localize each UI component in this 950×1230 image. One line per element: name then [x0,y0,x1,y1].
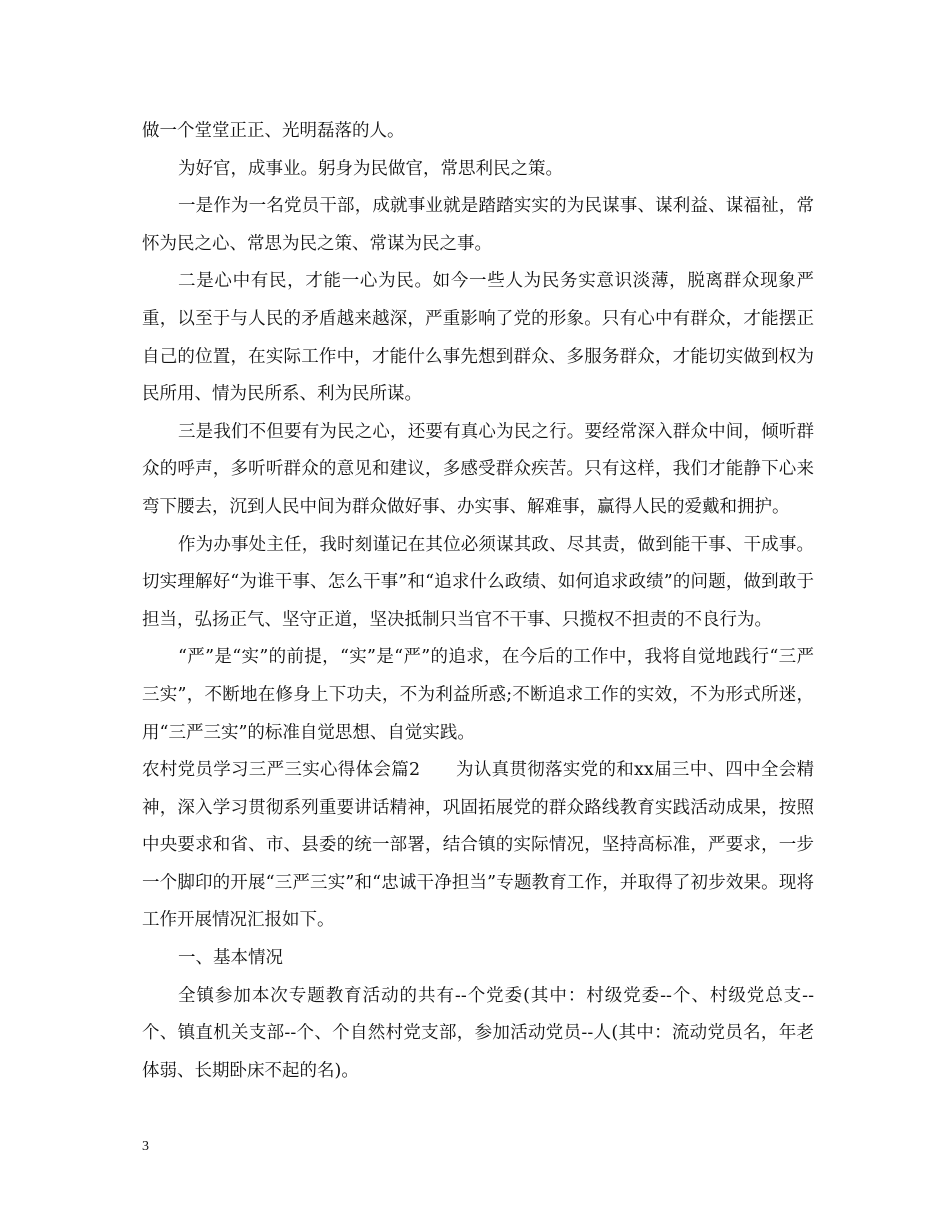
paragraph: “严”是“实”的前提，“实”是“严”的追求，在今后的工作中，我将自觉地践行“三严三实”，不断地在修身上下功夫，不为利益所惑;不断追求工作的实效，不为形式所迷，用“三严三实”的标准自觉思想、自觉实践。 [142,647,814,743]
paragraph: 全镇参加本次专题教育活动的共有--个党委(其中：村级党委--个、村级党总支--个、镇直机关支部--个、个自然村党支部，参加活动党员--人(其中：流动党员名，年老体弱、长期卧床不起的名)。 [142,985,814,1081]
paragraph: 一是作为一名党员干部，成就事业就是踏踏实实的为民谋事、谋利益、谋福祉，常怀为民之心、常思为民之策、常谋为民之事。 [142,196,814,254]
page-number: 3 [142,1139,149,1154]
document-body [142,113,814,1090]
paragraph: 二是心中有民，才能一心为民。如今一些人为民务实意识淡薄，脱离群众现象严重，以至于与人民的矛盾越来越深，严重影响了党的形象。只有心中有群众，才能摆正自己的位置，在实际工作中，才能什么事先想到群众、多服务群众，才能切实做到权为民所用、情为民所系、利为民所谋。 [142,271,814,405]
paragraph: 三是我们不但要有为民之心，还要有真心为民之行。要经常深入群众中间，倾听群众的呼声，多听听群众的意见和建议，多感受群众疾苦。只有这样，我们才能静下心来弯下腰去，沉到人民中间为群众做好事、办实事、解难事，赢得人民的爱戴和拥护。 [142,421,814,517]
section-heading: 一、基本情况 [178,948,283,969]
paragraph: 为好官，成事业。躬身为民做官，常思利民之策。 [178,158,563,179]
paragraph: 作为办事处主任，我时刻谨记在其位必须谋其政、尽其责，做到能干事、干成事。切实理解好“为谁干事、怎么干事”和“追求什么政绩、如何追求政绩”的问题，做到敢于担当，弘扬正气、坚守正道，坚决抵制只当官不干事、只揽权不担责的不良行为。 [142,534,814,630]
section-title-paragraph: 农村党员学习三严三实心得体会篇2 为认真贯彻落实党的和xx届三中、四中全会精神，深入学习贯彻系列重要讲话精神，巩固拓展党的群众路线教育实践活动成果，按照中央要求和省、市、县委的统一部署，结合镇的实际情况，坚持高标准，严要求，一步一个脚印的开展“三严三实”和“忠诚干净担当”专题教育工作，并取得了初步效果。现将工作开展情况汇报如下。 [142,760,814,931]
paragraph: 做一个堂堂正正、光明磊落的人。 [142,121,405,141]
